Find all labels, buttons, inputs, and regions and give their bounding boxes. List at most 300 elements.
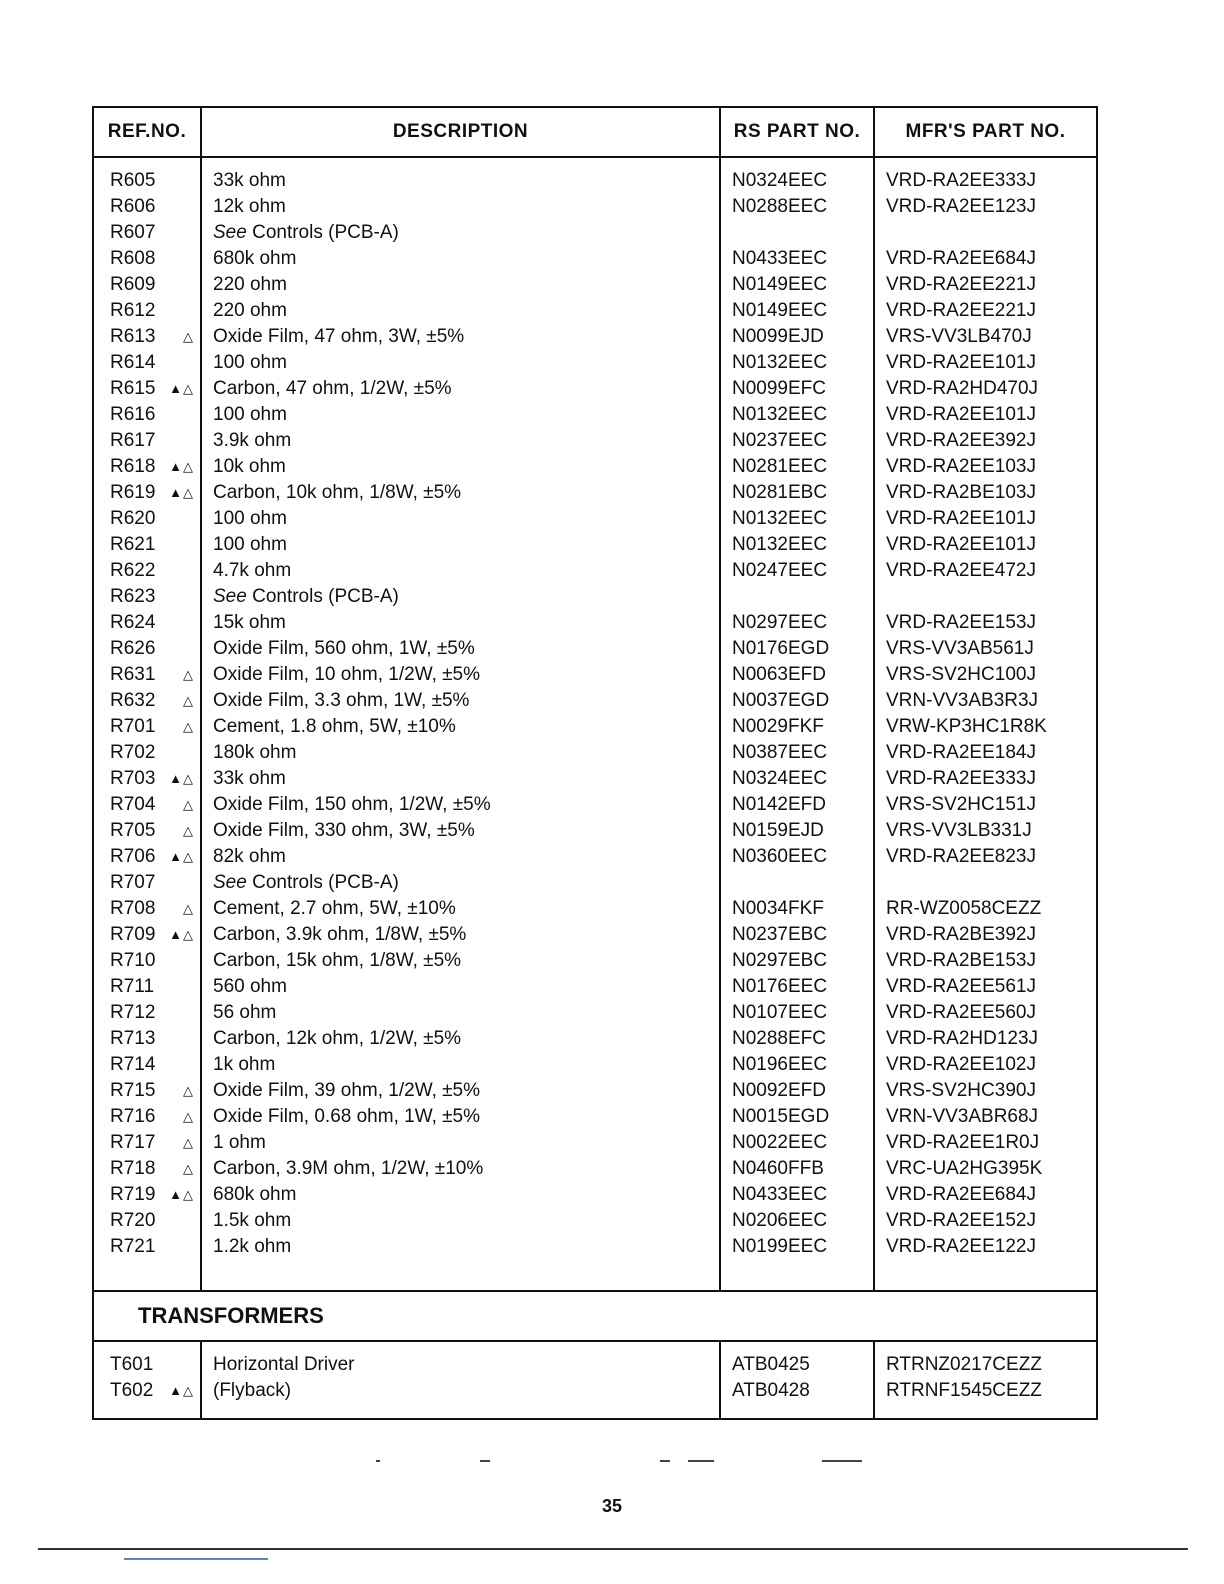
rs-part-cell: N0176EEC	[732, 976, 828, 997]
ref-cell	[94, 506, 200, 532]
mfr-part-cell: VRD-RA2EE333J	[886, 768, 1036, 789]
rs-part-cell: N0297EEC	[732, 612, 828, 633]
rs-part-cell: N0132EEC	[732, 352, 828, 373]
ref-column	[94, 158, 202, 1290]
ref-text: R713	[110, 1028, 156, 1049]
ref-cell	[94, 662, 200, 688]
ref-cell	[94, 532, 200, 558]
rs-part-cell: N0247EEC	[732, 560, 828, 581]
description-text: Controls (PCB-A)	[252, 222, 399, 243]
rs-part-cell: N0149EEC	[732, 274, 828, 295]
ref-text: R618	[110, 456, 156, 477]
mfr-part-cell: VRN-VV3AB3R3J	[886, 690, 1039, 711]
description-text: 1k ohm	[213, 1054, 276, 1075]
ref-text: R701	[110, 716, 156, 737]
mfr-part-cell: RTRNF1545CEZZ	[886, 1380, 1042, 1401]
description-cell	[202, 584, 719, 610]
safety-warning-filled-triangle-icon: ▲△	[169, 1187, 194, 1202]
mfr-part-cell: VRD-RA2EE333J	[886, 170, 1036, 191]
rs-part-column	[721, 1342, 875, 1418]
ref-cell	[94, 844, 200, 870]
description-text: Oxide Film, 47 ohm, 3W, ±5%	[213, 326, 465, 347]
description-cell	[202, 922, 719, 948]
description-text: 100 ohm	[213, 352, 287, 373]
description-cell	[202, 1026, 719, 1052]
description-cell	[202, 714, 719, 740]
description-text: 220 ohm	[213, 274, 287, 295]
rs-part-cell: N0099EJD	[732, 326, 824, 347]
description-text: 100 ohm	[213, 404, 287, 425]
rs-part-cell: N0029FKF	[732, 716, 824, 737]
ref-text: R620	[110, 508, 156, 529]
mfr-part-cell: VRD-RA2EE221J	[886, 274, 1036, 295]
description-text: Oxide Film, 560 ohm, 1W, ±5%	[213, 638, 475, 659]
ref-cell	[94, 480, 200, 506]
ref-text: R703	[110, 768, 156, 789]
ref-cell	[94, 792, 200, 818]
mfr-part-cell: VRD-RA2EE101J	[886, 404, 1036, 425]
description-text: Carbon, 10k ohm, 1/8W, ±5%	[213, 482, 462, 503]
safety-warning-triangle-icon: △	[183, 1161, 194, 1176]
mfr-part-cell: VRD-RA2EE153J	[886, 612, 1036, 633]
mfr-part-cell: VRD-RA2EE1R0J	[886, 1132, 1040, 1153]
description-cell	[202, 350, 719, 376]
mfr-part-cell: VRD-RA2EE152J	[886, 1210, 1036, 1231]
mfr-part-cell	[875, 870, 1096, 896]
rs-part-cell: N0281EBC	[732, 482, 828, 503]
mfr-part-cell: VRD-RA2EE684J	[886, 248, 1036, 269]
ref-cell	[94, 350, 200, 376]
scan-speck	[376, 1460, 380, 1462]
safety-warning-filled-triangle-icon: ▲△	[169, 459, 194, 474]
ref-text: R606	[110, 196, 156, 217]
rs-part-cell: N0297EBC	[732, 950, 828, 971]
mfr-part-cell: VRD-RA2EE560J	[886, 1002, 1036, 1023]
description-cell	[202, 792, 719, 818]
ref-cell	[94, 1352, 200, 1378]
description-cell	[202, 948, 719, 974]
description-cell	[202, 1052, 719, 1078]
description-cell	[202, 1182, 719, 1208]
rs-part-cell: N0034FKF	[732, 898, 824, 919]
parts-table	[92, 106, 1098, 1420]
mfr-part-cell: VRS-VV3LB331J	[886, 820, 1032, 841]
description-cell	[202, 506, 719, 532]
safety-warning-triangle-icon: △	[183, 901, 194, 916]
rs-part-cell: N0288EFC	[732, 1028, 826, 1049]
description-cell	[202, 1234, 719, 1260]
ref-text: R720	[110, 1210, 156, 1231]
ref-cell	[94, 298, 200, 324]
safety-warning-triangle-icon: △	[183, 797, 194, 812]
ref-text: R631	[110, 664, 156, 685]
rs-part-cell: N0149EEC	[732, 300, 828, 321]
ref-text: R607	[110, 222, 156, 243]
rs-part-cell: N0132EEC	[732, 404, 828, 425]
description-cell	[202, 1104, 719, 1130]
ref-text: R712	[110, 1002, 156, 1023]
rs-part-cell: ATB0425	[732, 1354, 810, 1375]
description-text: Oxide Film, 150 ohm, 1/2W, ±5%	[213, 794, 491, 815]
ref-text: R616	[110, 404, 156, 425]
description-cell	[202, 324, 719, 350]
ref-text: T601	[110, 1354, 154, 1375]
header-mfr-part: MFR'S PART NO.	[905, 121, 1066, 142]
description-text: 33k ohm	[213, 768, 286, 789]
ref-text: R608	[110, 248, 156, 269]
rs-part-cell: N0092EFD	[732, 1080, 826, 1101]
footer-rule	[38, 1548, 1188, 1550]
ref-cell	[94, 428, 200, 454]
ref-text: R622	[110, 560, 156, 581]
mfr-part-cell: VRS-SV2HC151J	[886, 794, 1036, 815]
rs-part-cell: N0324EEC	[732, 768, 828, 789]
ref-cell	[94, 220, 200, 246]
mfr-part-cell	[875, 584, 1096, 610]
ref-text: R707	[110, 872, 156, 893]
mfr-part-cell	[875, 220, 1096, 246]
ref-cell	[94, 974, 200, 1000]
description-cell	[202, 220, 719, 246]
safety-warning-triangle-icon: △	[183, 823, 194, 838]
description-text: 1.2k ohm	[213, 1236, 292, 1257]
ref-cell	[94, 324, 200, 350]
mfr-part-column	[875, 1342, 1096, 1418]
rs-part-cell: N0132EEC	[732, 508, 828, 529]
description-cell	[202, 1156, 719, 1182]
description-text: 56 ohm	[213, 1002, 277, 1023]
ref-text: R710	[110, 950, 156, 971]
page-number: 35	[601, 1496, 623, 1516]
ref-cell	[94, 922, 200, 948]
ref-text: R706	[110, 846, 156, 867]
ref-cell	[94, 1130, 200, 1156]
description-cell	[202, 610, 719, 636]
rs-part-cell: ATB0428	[732, 1380, 810, 1401]
description-cell	[202, 480, 719, 506]
rs-part-cell: N0433EEC	[732, 1184, 828, 1205]
description-cell	[202, 1352, 719, 1378]
ref-cell	[94, 896, 200, 922]
description-cell	[202, 844, 719, 870]
ref-cell	[94, 1104, 200, 1130]
see-reference: See	[213, 872, 247, 893]
description-text: Cement, 2.7 ohm, 5W, ±10%	[213, 898, 456, 919]
rs-part-cell: N0281EEC	[732, 456, 828, 477]
description-text: 680k ohm	[213, 248, 297, 269]
rs-part-cell: N0387EEC	[732, 742, 828, 763]
description-cell	[202, 1000, 719, 1026]
header-ref: REF.NO.	[94, 108, 202, 156]
mfr-part-cell: VRD-RA2EE472J	[886, 560, 1036, 581]
rs-part-column	[721, 158, 875, 1290]
description-cell	[202, 558, 719, 584]
mfr-part-cell: VRD-RA2EE561J	[886, 976, 1036, 997]
transformers-heading: TRANSFORMERS	[94, 1290, 1096, 1342]
description-text: 100 ohm	[213, 508, 287, 529]
safety-warning-filled-triangle-icon: ▲△	[169, 1383, 194, 1398]
description-cell	[202, 298, 719, 324]
ref-cell	[94, 740, 200, 766]
footer-link-underline	[124, 1558, 268, 1560]
description-text: 1.5k ohm	[213, 1210, 292, 1231]
description-cell	[202, 428, 719, 454]
rs-part-cell: N0433EEC	[732, 248, 828, 269]
description-text: Carbon, 3.9k ohm, 1/8W, ±5%	[213, 924, 467, 945]
ref-text: R617	[110, 430, 156, 451]
scan-speck	[480, 1460, 490, 1462]
ref-cell	[94, 1208, 200, 1234]
ref-cell	[94, 766, 200, 792]
mfr-part-cell: VRD-RA2EE122J	[886, 1236, 1036, 1257]
ref-text: R708	[110, 898, 156, 919]
mfr-part-cell: VRD-RA2EE101J	[886, 508, 1036, 529]
mfr-part-cell: VRD-RA2HD470J	[886, 378, 1039, 399]
rs-part-cell: N0063EFD	[732, 664, 826, 685]
rs-part-cell: N0132EEC	[732, 534, 828, 555]
rs-part-cell: N0199EEC	[732, 1236, 828, 1257]
description-text: Oxide Film, 0.68 ohm, 1W, ±5%	[213, 1106, 481, 1127]
rs-part-cell: N0460FFB	[732, 1158, 824, 1179]
description-cell	[202, 402, 719, 428]
description-text: 680k ohm	[213, 1184, 297, 1205]
mfr-part-cell: VRS-VV3LB470J	[886, 326, 1032, 347]
ref-text: R715	[110, 1080, 156, 1101]
description-cell	[202, 1078, 719, 1104]
ref-cell	[94, 376, 200, 402]
description-cell	[202, 168, 719, 194]
mfr-part-cell: VRC-UA2HG395K	[886, 1158, 1043, 1179]
rs-part-cell: N0107EEC	[732, 1002, 828, 1023]
mfr-part-cell: VRD-RA2EE101J	[886, 352, 1036, 373]
description-text: 560 ohm	[213, 976, 287, 997]
rs-part-cell: N0360EEC	[732, 846, 828, 867]
rs-part-cell: N0237EBC	[732, 924, 828, 945]
rs-part-cell: N0196EEC	[732, 1054, 828, 1075]
ref-text: R721	[110, 1236, 156, 1257]
ref-text: R626	[110, 638, 156, 659]
ref-cell	[94, 558, 200, 584]
resistor-section	[94, 158, 1096, 1290]
description-cell	[202, 870, 719, 896]
description-cell	[202, 688, 719, 714]
table-header	[94, 108, 1096, 158]
safety-warning-triangle-icon: △	[183, 1109, 194, 1124]
rs-part-cell	[721, 584, 873, 610]
ref-cell	[94, 246, 200, 272]
description-column	[202, 158, 721, 1290]
ref-cell	[94, 272, 200, 298]
description-cell	[202, 246, 719, 272]
description-text: 10k ohm	[213, 456, 286, 477]
description-cell	[202, 1208, 719, 1234]
description-cell	[202, 532, 719, 558]
rs-part-cell: N0142EFD	[732, 794, 826, 815]
description-text: Cement, 1.8 ohm, 5W, ±10%	[213, 716, 456, 737]
ref-cell	[94, 948, 200, 974]
ref-cell	[94, 610, 200, 636]
rs-part-cell: N0099EFC	[732, 378, 826, 399]
ref-text: R619	[110, 482, 156, 503]
safety-warning-triangle-icon: △	[183, 693, 194, 708]
rs-part-cell: N0206EEC	[732, 1210, 828, 1231]
safety-warning-filled-triangle-icon: ▲△	[169, 485, 194, 500]
rs-part-cell	[721, 220, 873, 246]
rs-part-cell: N0015EGD	[732, 1106, 830, 1127]
mfr-part-cell: VRD-RA2HD123J	[886, 1028, 1039, 1049]
safety-warning-filled-triangle-icon: ▲△	[169, 381, 194, 396]
ref-text: R612	[110, 300, 156, 321]
description-cell	[202, 636, 719, 662]
ref-cell	[94, 168, 200, 194]
safety-warning-triangle-icon: △	[183, 1135, 194, 1150]
mfr-part-cell: RR-WZ0058CEZZ	[886, 898, 1042, 919]
ref-cell	[94, 818, 200, 844]
ref-cell	[94, 688, 200, 714]
ref-cell	[94, 194, 200, 220]
safety-warning-triangle-icon: △	[183, 1083, 194, 1098]
ref-cell	[94, 870, 200, 896]
see-reference: See	[213, 222, 247, 243]
mfr-part-cell: VRD-RA2BE103J	[886, 482, 1036, 503]
ref-text: R714	[110, 1054, 156, 1075]
ref-cell	[94, 1078, 200, 1104]
ref-cell	[94, 1052, 200, 1078]
description-cell	[202, 1130, 719, 1156]
description-text: Horizontal Driver	[213, 1354, 355, 1375]
description-text: Oxide Film, 10 ohm, 1/2W, ±5%	[213, 664, 481, 685]
rs-part-cell: N0288EEC	[732, 196, 828, 217]
ref-cell	[94, 1182, 200, 1208]
ref-cell	[94, 636, 200, 662]
ref-text: R704	[110, 794, 156, 815]
description-text: Carbon, 12k ohm, 1/2W, ±5%	[213, 1028, 462, 1049]
mfr-part-cell: VRD-RA2EE102J	[886, 1054, 1036, 1075]
safety-warning-triangle-icon: △	[183, 719, 194, 734]
ref-text: R623	[110, 586, 156, 607]
description-text: 15k ohm	[213, 612, 286, 633]
description-cell	[202, 1378, 719, 1404]
description-cell	[202, 376, 719, 402]
mfr-part-cell: VRN-VV3ABR68J	[886, 1106, 1039, 1127]
ref-text: R705	[110, 820, 156, 841]
see-reference: See	[213, 586, 247, 607]
ref-cell	[94, 454, 200, 480]
description-text: 1 ohm	[213, 1132, 266, 1153]
ref-text: R716	[110, 1106, 156, 1127]
rs-part-cell: N0324EEC	[732, 170, 828, 191]
rs-part-cell	[721, 870, 873, 896]
safety-warning-triangle-icon: △	[183, 329, 194, 344]
description-text: Controls (PCB-A)	[252, 872, 399, 893]
description-cell	[202, 194, 719, 220]
ref-text: T602	[110, 1380, 154, 1401]
ref-column	[94, 1342, 202, 1418]
description-cell	[202, 974, 719, 1000]
ref-cell	[94, 1156, 200, 1182]
rs-part-cell: N0022EEC	[732, 1132, 828, 1153]
scan-speck	[660, 1460, 670, 1462]
ref-cell	[94, 1026, 200, 1052]
ref-text: R615	[110, 378, 156, 399]
mfr-part-cell: VRD-RA2EE392J	[886, 430, 1036, 451]
transformer-section	[94, 1342, 1096, 1418]
ref-cell	[94, 714, 200, 740]
ref-text: R719	[110, 1184, 156, 1205]
mfr-part-cell: VRS-VV3AB561J	[886, 638, 1034, 659]
description-cell	[202, 662, 719, 688]
mfr-part-cell: VRD-RA2EE221J	[886, 300, 1036, 321]
ref-text: R718	[110, 1158, 156, 1179]
description-text: 100 ohm	[213, 534, 287, 555]
scan-speck	[822, 1460, 862, 1462]
description-cell	[202, 766, 719, 792]
safety-warning-filled-triangle-icon: ▲△	[169, 927, 194, 942]
header-description: DESCRIPTION	[202, 108, 721, 156]
description-cell	[202, 454, 719, 480]
mfr-part-cell: VRD-RA2EE823J	[886, 846, 1036, 867]
mfr-part-cell: VRD-RA2EE123J	[886, 196, 1036, 217]
scan-speck	[688, 1460, 714, 1462]
description-text: Oxide Film, 39 ohm, 1/2W, ±5%	[213, 1080, 481, 1101]
safety-warning-filled-triangle-icon: ▲△	[169, 771, 194, 786]
description-cell	[202, 896, 719, 922]
description-text: Carbon, 3.9M ohm, 1/2W, ±10%	[213, 1158, 484, 1179]
header-rs-part: RS PART NO.	[721, 108, 875, 156]
rs-part-cell: N0159EJD	[732, 820, 824, 841]
description-column	[202, 1342, 721, 1418]
description-text: 220 ohm	[213, 300, 287, 321]
description-cell	[202, 818, 719, 844]
safety-warning-triangle-icon: △	[183, 667, 194, 682]
ref-cell	[94, 1234, 200, 1260]
ref-text: R613	[110, 326, 156, 347]
description-text: 180k ohm	[213, 742, 297, 763]
description-text: Carbon, 15k ohm, 1/8W, ±5%	[213, 950, 462, 971]
description-text: 3.9k ohm	[213, 430, 292, 451]
ref-text: R624	[110, 612, 156, 633]
ref-text: R609	[110, 274, 156, 295]
safety-warning-filled-triangle-icon: ▲△	[169, 849, 194, 864]
ref-text: R711	[110, 976, 155, 997]
description-text: Carbon, 47 ohm, 1/2W, ±5%	[213, 378, 452, 399]
ref-cell	[94, 1378, 200, 1404]
mfr-part-cell: VRD-RA2BE153J	[886, 950, 1036, 971]
ref-cell	[94, 402, 200, 428]
ref-text: R717	[110, 1132, 156, 1153]
description-text: Oxide Film, 330 ohm, 3W, ±5%	[213, 820, 475, 841]
description-cell	[202, 740, 719, 766]
mfr-part-cell: VRD-RA2EE101J	[886, 534, 1036, 555]
rs-part-cell: N0237EEC	[732, 430, 828, 451]
ref-text: R709	[110, 924, 156, 945]
mfr-part-cell: VRD-RA2EE184J	[886, 742, 1036, 763]
rs-part-cell: N0176EGD	[732, 638, 830, 659]
ref-text: R614	[110, 352, 156, 373]
mfr-part-cell: VRD-RA2EE684J	[886, 1184, 1036, 1205]
description-text: Oxide Film, 3.3 ohm, 1W, ±5%	[213, 690, 470, 711]
mfr-part-cell: VRD-RA2BE392J	[886, 924, 1036, 945]
rs-part-cell: N0037EGD	[732, 690, 830, 711]
description-text: 4.7k ohm	[213, 560, 292, 581]
mfr-part-cell: VRD-RA2EE103J	[886, 456, 1036, 477]
ref-cell	[94, 584, 200, 610]
ref-cell	[94, 1000, 200, 1026]
description-cell	[202, 272, 719, 298]
mfr-part-cell: VRS-SV2HC100J	[886, 664, 1036, 685]
description-text: 33k ohm	[213, 170, 286, 191]
mfr-part-cell: RTRNZ0217CEZZ	[886, 1354, 1042, 1375]
